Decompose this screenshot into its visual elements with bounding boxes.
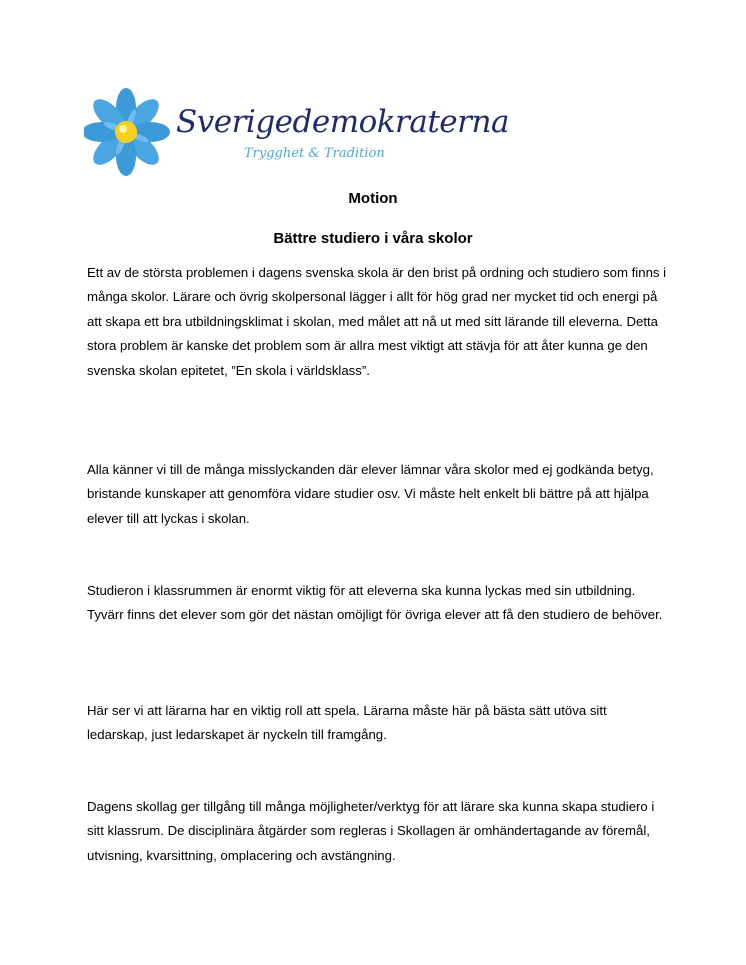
body-paragraph: Ett av de största problemen i dagens svenska skola är den brist på ordning och studiero som finns i många skolor. Lärare och övrig skolpersonal lägger i allt för hög grad ner mycket tid och energi på att skapa ett bra utbildningsklimat i skolan, med målet att nå ut med sitt lärande till eleverna. Detta stora problem är kanske det problem som är allra mest viktigt att stävja för att åter kunna ge den svenska skolan epitetet, ”En skola i världsklass”. <box>87 265 667 378</box>
flower-icon <box>84 84 174 176</box>
logo-tagline: Trygghet & Tradition <box>244 146 385 161</box>
body-paragraph: Studieron i klassrummen är enormt viktig för att eleverna ska kunna lyckas med sin utbildning. Tyvärr finns det elever som gör det nästan omöjligt för övriga elever att få den studiero de behöver. <box>87 583 663 623</box>
body-paragraph: Dagens skollag ger tillgång till många möjligheter/verktyg för att lärare ska kunna skapa studiero i sitt klassrum. De disciplinära åtgärder som regleras i Skollagen är omhändertagande av föremål, utvisning, kvarsittning, omplacering och avstängning. <box>87 799 655 863</box>
document-type-label: Motion <box>348 190 398 207</box>
logo-wordmark: Sverigedemokraterna <box>176 104 509 140</box>
body-paragraph: Här ser vi att lärarna har en viktig roll att spela. Lärarna måste här på bästa sätt utöva sitt ledarskap, just ledarskapet är nyckeln till framgång. <box>87 703 607 743</box>
body-paragraph: Alla känner vi till de många misslyckanden där elever lämnar våra skolor med ej godkända betyg, bristande kunskaper att genomföra vidare studier osv. Vi måste helt enkelt bli bättre på att hjälpa elever till att lyckas i skolan. <box>87 462 654 526</box>
party-logo <box>84 84 509 176</box>
document-title: Bättre studiero i våra skolor <box>273 230 473 247</box>
